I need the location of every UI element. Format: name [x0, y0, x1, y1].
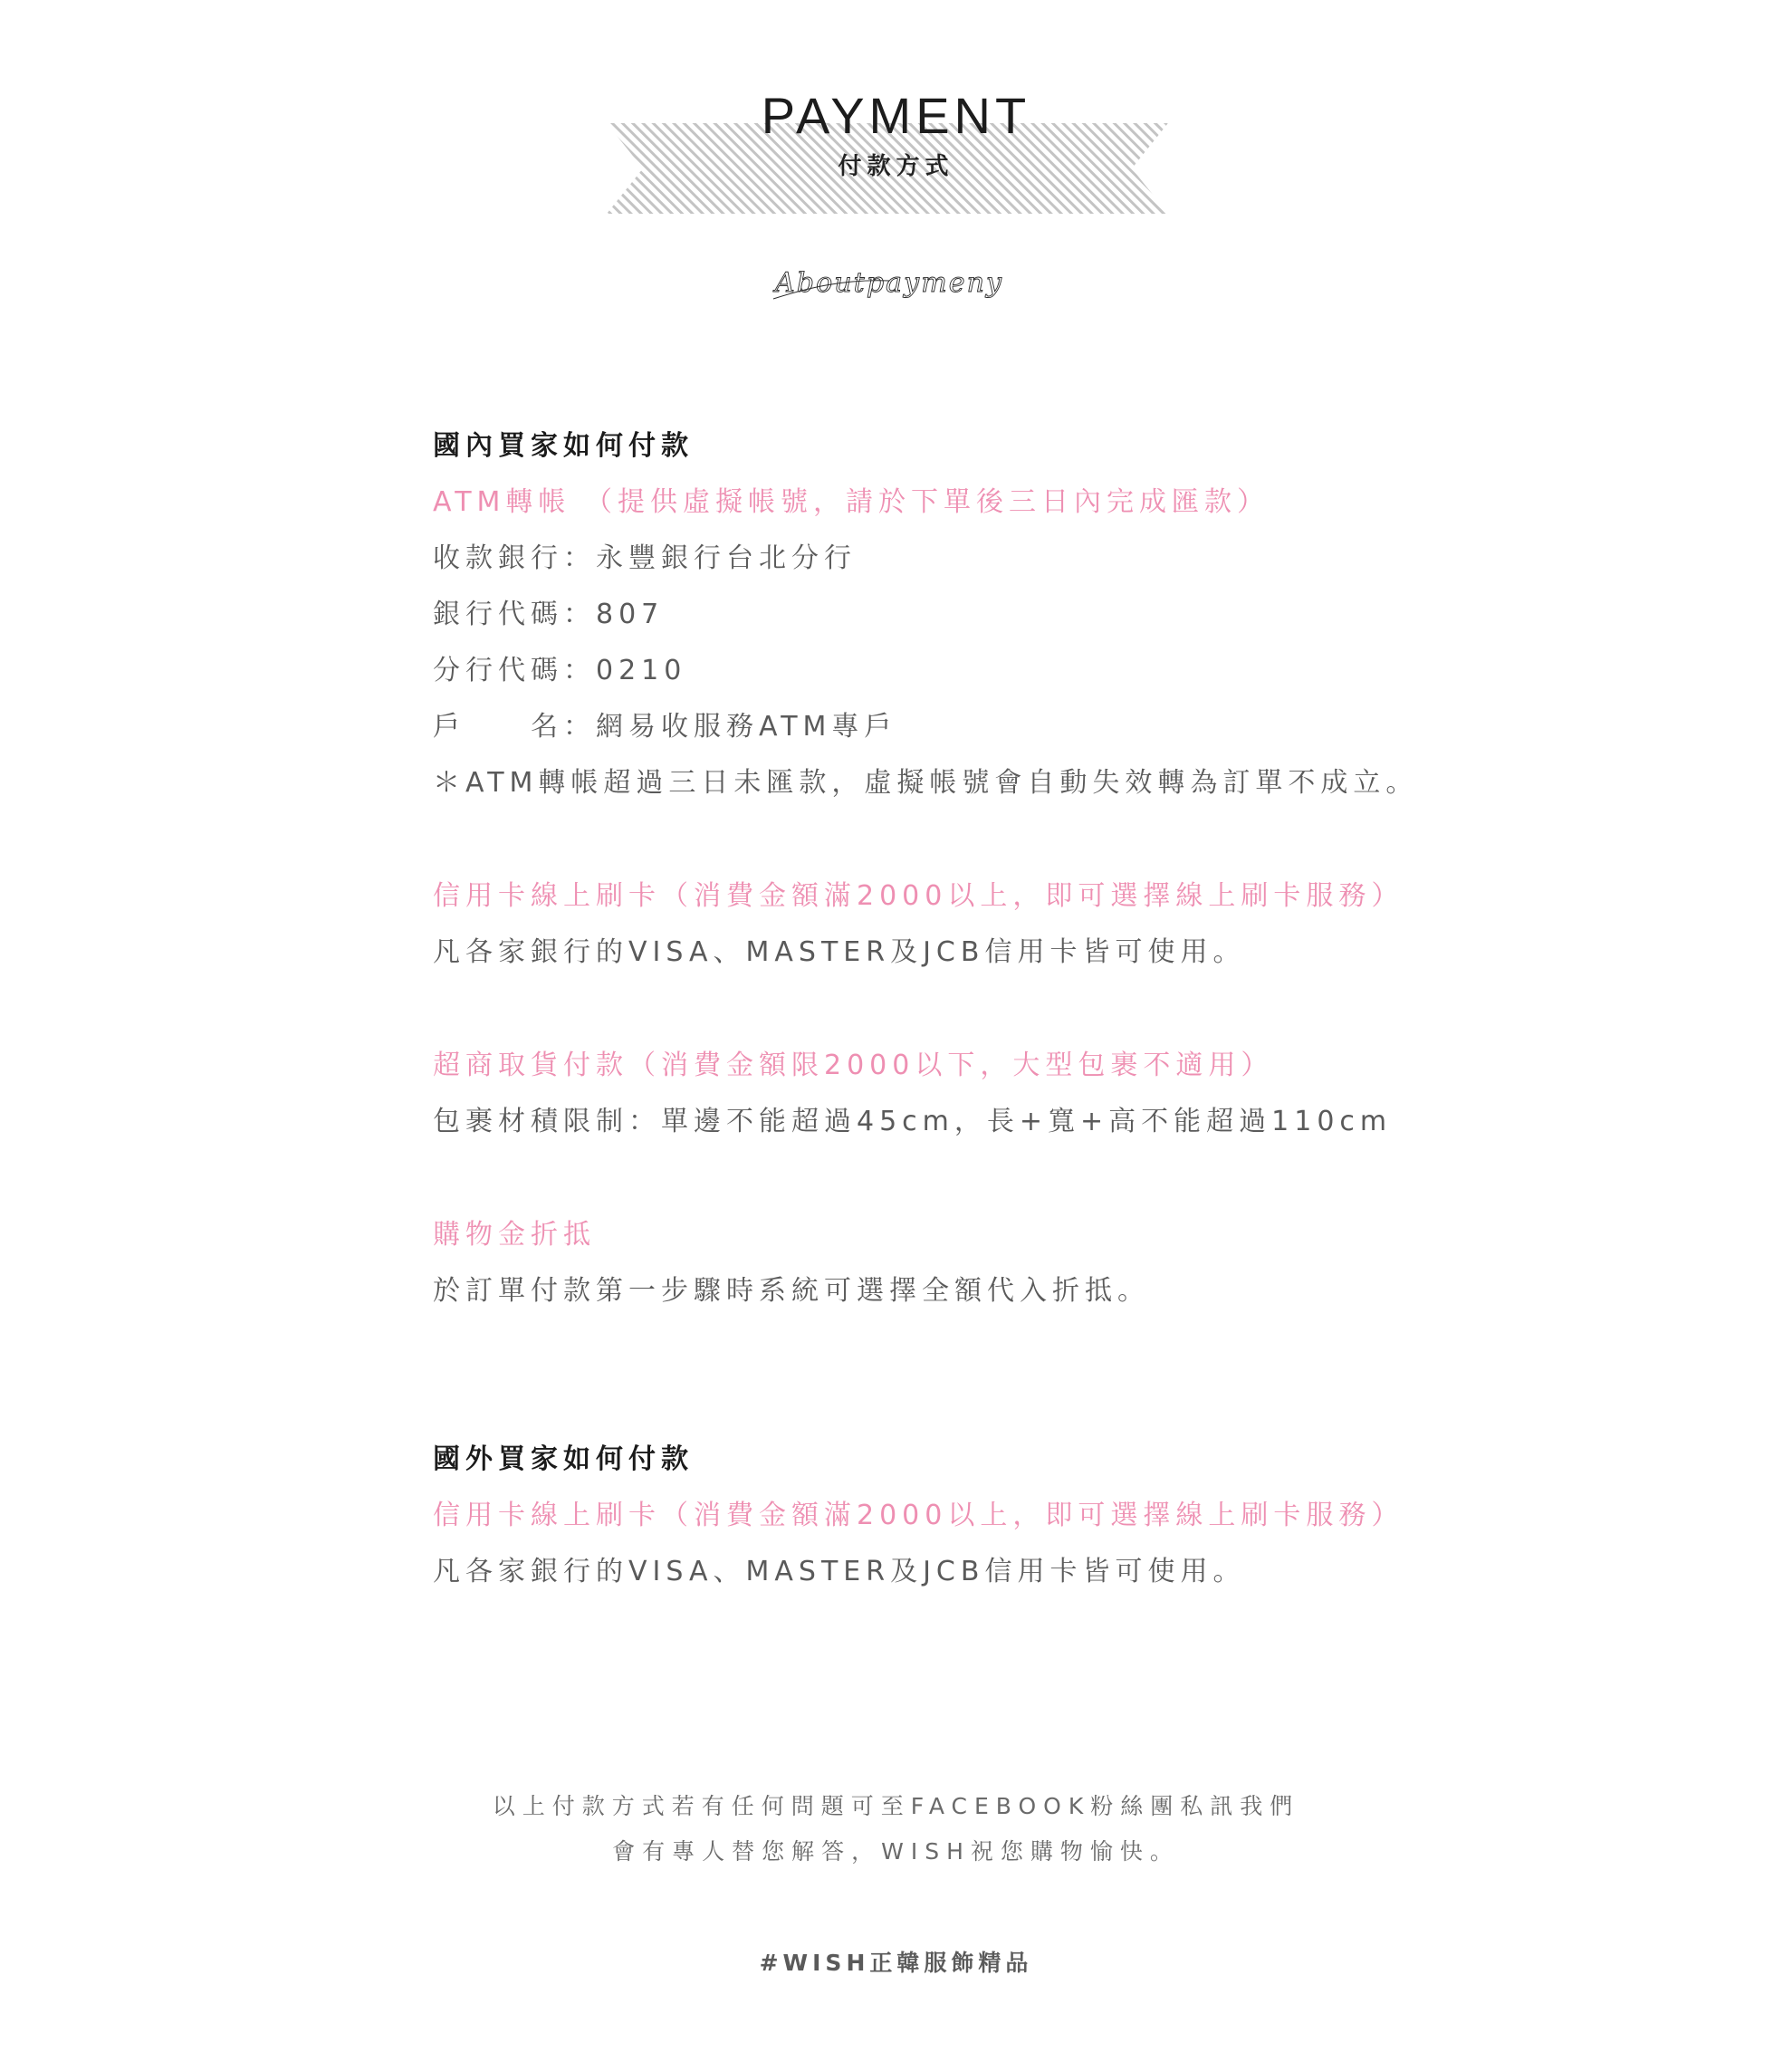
atm-bank-line: 收款銀行：永豐銀行台北分行 [433, 542, 857, 574]
overseas-credit-card-line: 凡各家銀行的VISA、MASTER及JCB信用卡皆可使用。 [433, 1556, 1246, 1587]
script-signature-logo [771, 252, 1007, 315]
atm-title: ATM轉帳 （提供虛擬帳號，請於下單後三日內完成匯款） [433, 486, 1270, 518]
payment-content [433, 418, 1429, 1600]
footer-note [0, 1784, 1792, 1874]
credit-card-line: 凡各家銀行的VISA、MASTER及JCB信用卡皆可使用。 [433, 936, 1246, 968]
overseas-section [433, 1432, 1429, 1600]
convenience-store-title: 超商取貨付款（消費金額限2000以下，大型包裹不適用） [433, 1050, 1274, 1081]
shopping-credit-line: 於訂單付款第一步驟時系統可選擇全額代入折抵。 [433, 1275, 1150, 1307]
footer-line-2: 會有專人替您解答，WISH祝您購物愉快。 [612, 1838, 1180, 1865]
shopping-credit-title: 購物金折抵 [433, 1219, 596, 1251]
page-header [0, 0, 1792, 326]
svg-text:Aboutpaymeny: Aboutpaymeny [775, 267, 1001, 299]
overseas-heading: 國外買家如何付款 [433, 1443, 694, 1475]
credit-card-title: 信用卡線上刷卡（消費金額滿2000以上，即可選擇線上刷卡服務） [433, 880, 1404, 912]
atm-notice-line: ＊ATM轉帳超過三日未匯款，虛擬帳號會自動失效轉為訂單不成立。 [433, 767, 1419, 799]
atm-branch-code-line: 分行代碼：0210 [433, 655, 687, 686]
page-subtitle: 付款方式 [838, 153, 954, 180]
overseas-credit-card-title: 信用卡線上刷卡（消費金額滿2000以上，即可選擇線上刷卡服務） [433, 1500, 1404, 1531]
footer-line-1: 以上付款方式若有任何問題可至FACEBOOK粉絲團私訊我們 [492, 1793, 1300, 1819]
atm-account-name-line: 戶 名：網易收服務ATM專戶 [433, 711, 897, 743]
domestic-heading: 國內買家如何付款 [433, 430, 694, 462]
brand-tagline: #WISH正韓服飾精品 [759, 1950, 1033, 1976]
atm-bank-code-line: 銀行代碼：807 [433, 599, 665, 630]
domestic-section [433, 418, 1429, 1319]
convenience-store-line: 包裹材積限制：單邊不能超過45cm，長+寬+高不能超過110cm [433, 1106, 1393, 1137]
page-title: PAYMENT [761, 87, 1031, 144]
